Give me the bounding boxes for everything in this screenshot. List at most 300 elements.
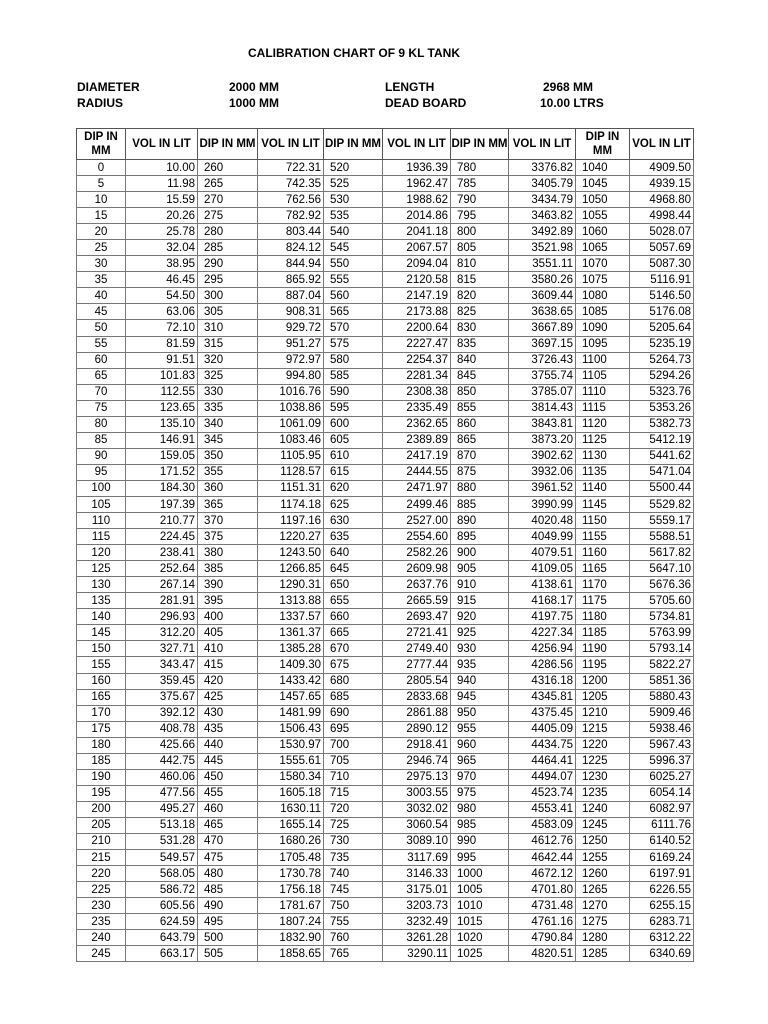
volume-cell: 3203.73	[383, 898, 451, 914]
dip-cell: 1185	[576, 625, 630, 641]
dip-cell: 1080	[576, 288, 630, 304]
dip-cell: 1140	[576, 480, 630, 496]
dip-cell: 450	[198, 769, 258, 785]
table-row	[77, 673, 694, 689]
volume-cell: 2805.54	[383, 673, 451, 689]
dip-cell: 605	[324, 432, 383, 448]
volume-cell: 2281.34	[383, 368, 451, 384]
volume-cell: 3405.79	[509, 176, 576, 192]
dip-cell: 930	[451, 641, 509, 657]
volume-cell: 2067.57	[383, 240, 451, 256]
volume-cell: 477.56	[126, 785, 198, 801]
table-row	[77, 657, 694, 673]
volume-cell: 4731.48	[509, 898, 576, 914]
table-row	[77, 817, 694, 833]
dip-cell: 85	[77, 432, 126, 448]
dip-cell: 1170	[576, 577, 630, 593]
dip-cell: 205	[77, 817, 126, 833]
dip-cell: 225	[77, 882, 126, 898]
volume-cell: 5588.51	[630, 529, 694, 545]
volume-cell: 2200.64	[383, 320, 451, 336]
volume-cell: 2147.19	[383, 288, 451, 304]
volume-cell: 2335.49	[383, 400, 451, 416]
volume-cell: 159.05	[126, 448, 198, 464]
dip-cell: 1100	[576, 352, 630, 368]
volume-cell: 643.79	[126, 930, 198, 946]
volume-cell: 1457.65	[258, 689, 324, 705]
length-label: LENGTH	[385, 80, 435, 94]
table-row	[77, 352, 694, 368]
volume-cell: 6255.15	[630, 898, 694, 914]
volume-cell: 3089.10	[383, 833, 451, 849]
volume-cell: 4405.09	[509, 721, 576, 737]
dip-cell: 735	[324, 850, 383, 866]
table-row	[77, 561, 694, 577]
dip-cell: 15	[77, 208, 126, 224]
volume-cell: 6054.14	[630, 785, 694, 801]
volume-cell: 1481.99	[258, 705, 324, 721]
volume-cell: 1781.67	[258, 898, 324, 914]
dip-cell: 315	[198, 336, 258, 352]
table-row	[77, 801, 694, 817]
volume-cell: 4553.41	[509, 801, 576, 817]
dip-cell: 1050	[576, 192, 630, 208]
dip-cell: 435	[198, 721, 258, 737]
dip-cell: 880	[451, 480, 509, 496]
volume-cell: 3843.81	[509, 416, 576, 432]
volume-cell: 4790.84	[509, 930, 576, 946]
dip-cell: 535	[324, 208, 383, 224]
volume-cell: 2582.26	[383, 545, 451, 561]
dip-cell: 110	[77, 513, 126, 529]
volume-cell: 1832.90	[258, 930, 324, 946]
volume-cell: 844.94	[258, 256, 324, 272]
volume-cell: 2254.37	[383, 352, 451, 368]
table-row	[77, 529, 694, 545]
dip-cell: 1040	[576, 160, 630, 176]
volume-cell: 296.93	[126, 609, 198, 625]
volume-cell: 972.97	[258, 352, 324, 368]
volume-cell: 5529.82	[630, 496, 694, 512]
volume-cell: 4583.09	[509, 817, 576, 833]
dip-cell: 660	[324, 609, 383, 625]
volume-cell: 2173.88	[383, 304, 451, 320]
table-row	[77, 850, 694, 866]
dip-cell: 640	[324, 545, 383, 561]
volume-cell: 6025.27	[630, 769, 694, 785]
volume-cell: 1174.18	[258, 496, 324, 512]
column-header: VOL IN LIT	[630, 129, 694, 160]
volume-cell: 4020.48	[509, 513, 576, 529]
dip-cell: 710	[324, 769, 383, 785]
dip-cell: 875	[451, 464, 509, 480]
calibration-table	[76, 128, 694, 962]
dip-cell: 50	[77, 320, 126, 336]
column-header: DIP IN MM	[576, 129, 630, 160]
volume-cell: 4761.16	[509, 914, 576, 930]
volume-cell: 197.39	[126, 496, 198, 512]
table-row	[77, 513, 694, 529]
dip-cell: 35	[77, 272, 126, 288]
volume-cell: 3003.55	[383, 785, 451, 801]
volume-cell: 281.91	[126, 593, 198, 609]
dip-cell: 705	[324, 753, 383, 769]
volume-cell: 1128.57	[258, 464, 324, 480]
volume-cell: 3667.89	[509, 320, 576, 336]
volume-cell: 5734.81	[630, 609, 694, 625]
volume-cell: 442.75	[126, 753, 198, 769]
dip-cell: 300	[198, 288, 258, 304]
dip-cell: 320	[198, 352, 258, 368]
column-header: VOL IN LIT	[383, 129, 451, 160]
dip-cell: 845	[451, 368, 509, 384]
volume-cell: 3814.43	[509, 400, 576, 416]
volume-cell: 5880.43	[630, 689, 694, 705]
dip-cell: 920	[451, 609, 509, 625]
dip-cell: 400	[198, 609, 258, 625]
dip-cell: 1245	[576, 817, 630, 833]
volume-cell: 1506.43	[258, 721, 324, 737]
dip-cell: 360	[198, 480, 258, 496]
volume-cell: 1083.46	[258, 432, 324, 448]
volume-cell: 210.77	[126, 513, 198, 529]
volume-cell: 2693.47	[383, 609, 451, 625]
table-row	[77, 946, 694, 962]
volume-cell: 4256.94	[509, 641, 576, 657]
volume-cell: 1580.34	[258, 769, 324, 785]
dip-cell: 410	[198, 641, 258, 657]
table-row	[77, 304, 694, 320]
dead-board-value: 10.00 LTRS	[540, 96, 604, 110]
table-row	[77, 930, 694, 946]
chart-title: CALIBRATION CHART OF 9 KL TANK	[248, 46, 460, 60]
dip-cell: 795	[451, 208, 509, 224]
volume-cell: 1756.18	[258, 882, 324, 898]
volume-cell: 1243.50	[258, 545, 324, 561]
volume-cell: 2120.58	[383, 272, 451, 288]
dip-cell: 1160	[576, 545, 630, 561]
dip-cell: 270	[198, 192, 258, 208]
volume-cell: 2499.46	[383, 496, 451, 512]
volume-cell: 460.06	[126, 769, 198, 785]
volume-cell: 1630.11	[258, 801, 324, 817]
dip-cell: 155	[77, 657, 126, 673]
dip-cell: 525	[324, 176, 383, 192]
volume-cell: 4345.81	[509, 689, 576, 705]
volume-cell: 5353.26	[630, 400, 694, 416]
dip-cell: 75	[77, 400, 126, 416]
dip-cell: 70	[77, 384, 126, 400]
volume-cell: 1105.95	[258, 448, 324, 464]
dip-cell: 975	[451, 785, 509, 801]
table-row	[77, 368, 694, 384]
dip-cell: 1265	[576, 882, 630, 898]
volume-cell: 4909.50	[630, 160, 694, 176]
dip-cell: 170	[77, 705, 126, 721]
dip-cell: 965	[451, 753, 509, 769]
dip-cell: 1220	[576, 737, 630, 753]
volume-cell: 425.66	[126, 737, 198, 753]
dip-cell: 420	[198, 673, 258, 689]
dip-cell: 10	[77, 192, 126, 208]
dip-cell: 480	[198, 866, 258, 882]
volume-cell: 3521.98	[509, 240, 576, 256]
volume-cell: 408.78	[126, 721, 198, 737]
volume-cell: 1266.85	[258, 561, 324, 577]
dip-cell: 855	[451, 400, 509, 416]
dip-cell: 1090	[576, 320, 630, 336]
dip-cell: 765	[324, 946, 383, 962]
volume-cell: 4079.51	[509, 545, 576, 561]
table-row	[77, 160, 694, 176]
dip-cell: 215	[77, 850, 126, 866]
dip-cell: 835	[451, 336, 509, 352]
dip-cell: 345	[198, 432, 258, 448]
dip-cell: 1285	[576, 946, 630, 962]
volume-cell: 91.51	[126, 352, 198, 368]
dip-cell: 1075	[576, 272, 630, 288]
dip-cell: 475	[198, 850, 258, 866]
volume-cell: 3376.82	[509, 160, 576, 176]
dip-cell: 505	[198, 946, 258, 962]
volume-cell: 824.12	[258, 240, 324, 256]
dip-cell: 1190	[576, 641, 630, 657]
volume-cell: 5205.64	[630, 320, 694, 336]
dip-cell: 570	[324, 320, 383, 336]
volume-cell: 5235.19	[630, 336, 694, 352]
volume-cell: 624.59	[126, 914, 198, 930]
dip-cell: 995	[451, 850, 509, 866]
dip-cell: 495	[198, 914, 258, 930]
dip-cell: 0	[77, 160, 126, 176]
dip-cell: 575	[324, 336, 383, 352]
volume-cell: 5647.10	[630, 561, 694, 577]
volume-cell: 3232.49	[383, 914, 451, 930]
volume-cell: 32.04	[126, 240, 198, 256]
dip-cell: 760	[324, 930, 383, 946]
volume-cell: 5382.73	[630, 416, 694, 432]
volume-cell: 2946.74	[383, 753, 451, 769]
volume-cell: 5967.43	[630, 737, 694, 753]
table-row	[77, 240, 694, 256]
table-row	[77, 769, 694, 785]
dip-cell: 240	[77, 930, 126, 946]
dip-cell: 365	[198, 496, 258, 512]
dip-cell: 1195	[576, 657, 630, 673]
volume-cell: 1290.31	[258, 577, 324, 593]
dip-cell: 100	[77, 480, 126, 496]
dip-cell: 1145	[576, 496, 630, 512]
dip-cell: 175	[77, 721, 126, 737]
volume-cell: 6226.55	[630, 882, 694, 898]
volume-cell: 951.27	[258, 336, 324, 352]
volume-cell: 5705.60	[630, 593, 694, 609]
volume-cell: 146.91	[126, 432, 198, 448]
volume-cell: 6312.22	[630, 930, 694, 946]
dip-cell: 375	[198, 529, 258, 545]
dip-cell: 1120	[576, 416, 630, 432]
dip-cell: 235	[77, 914, 126, 930]
volume-cell: 5559.17	[630, 513, 694, 529]
volume-cell: 1337.57	[258, 609, 324, 625]
volume-cell: 1605.18	[258, 785, 324, 801]
volume-cell: 1409.30	[258, 657, 324, 673]
dip-cell: 690	[324, 705, 383, 721]
dip-cell: 1060	[576, 224, 630, 240]
volume-cell: 4672.12	[509, 866, 576, 882]
dip-cell: 395	[198, 593, 258, 609]
dip-cell: 915	[451, 593, 509, 609]
volume-cell: 1038.86	[258, 400, 324, 416]
dip-cell: 115	[77, 529, 126, 545]
table-row	[77, 432, 694, 448]
volume-cell: 2777.44	[383, 657, 451, 673]
table-row	[77, 753, 694, 769]
volume-cell: 327.71	[126, 641, 198, 657]
table-row	[77, 384, 694, 400]
volume-cell: 1220.27	[258, 529, 324, 545]
volume-cell: 6169.24	[630, 850, 694, 866]
volume-cell: 2833.68	[383, 689, 451, 705]
dip-cell: 1070	[576, 256, 630, 272]
dip-cell: 230	[77, 898, 126, 914]
dip-cell: 105	[77, 496, 126, 512]
volume-cell: 1858.65	[258, 946, 324, 962]
dip-cell: 830	[451, 320, 509, 336]
volume-cell: 2890.12	[383, 721, 451, 737]
dip-cell: 895	[451, 529, 509, 545]
dip-cell: 1125	[576, 432, 630, 448]
volume-cell: 2975.13	[383, 769, 451, 785]
dip-cell: 1205	[576, 689, 630, 705]
volume-cell: 803.44	[258, 224, 324, 240]
dip-cell: 555	[324, 272, 383, 288]
volume-cell: 5909.46	[630, 705, 694, 721]
dip-cell: 715	[324, 785, 383, 801]
volume-cell: 865.92	[258, 272, 324, 288]
volume-cell: 762.56	[258, 192, 324, 208]
dip-cell: 65	[77, 368, 126, 384]
volume-cell: 5087.30	[630, 256, 694, 272]
volume-cell: 3785.07	[509, 384, 576, 400]
dip-cell: 135	[77, 593, 126, 609]
volume-cell: 1988.62	[383, 192, 451, 208]
table-row	[77, 448, 694, 464]
dip-cell: 45	[77, 304, 126, 320]
dip-cell: 540	[324, 224, 383, 240]
volume-cell: 267.14	[126, 577, 198, 593]
volume-cell: 3755.74	[509, 368, 576, 384]
volume-cell: 4049.99	[509, 529, 576, 545]
volume-cell: 4138.61	[509, 577, 576, 593]
table-row	[77, 737, 694, 753]
dip-cell: 1165	[576, 561, 630, 577]
table-row	[77, 898, 694, 914]
dip-cell: 890	[451, 513, 509, 529]
dip-cell: 870	[451, 448, 509, 464]
volume-cell: 3580.26	[509, 272, 576, 288]
dip-cell: 935	[451, 657, 509, 673]
dip-cell: 1010	[451, 898, 509, 914]
volume-cell: 224.45	[126, 529, 198, 545]
volume-cell: 1151.31	[258, 480, 324, 496]
volume-cell: 2637.76	[383, 577, 451, 593]
volume-cell: 5763.99	[630, 625, 694, 641]
dip-cell: 1015	[451, 914, 509, 930]
volume-cell: 495.27	[126, 801, 198, 817]
column-header: VOL IN LIT	[126, 129, 198, 160]
volume-cell: 3032.02	[383, 801, 451, 817]
volume-cell: 2918.41	[383, 737, 451, 753]
dip-cell: 655	[324, 593, 383, 609]
volume-cell: 101.83	[126, 368, 198, 384]
dip-cell: 55	[77, 336, 126, 352]
dip-cell: 1235	[576, 785, 630, 801]
dip-cell: 210	[77, 833, 126, 849]
dip-cell: 405	[198, 625, 258, 641]
volume-cell: 5500.44	[630, 480, 694, 496]
column-header: DIP IN MM	[324, 129, 383, 160]
table-row	[77, 288, 694, 304]
dip-cell: 95	[77, 464, 126, 480]
dip-cell: 1210	[576, 705, 630, 721]
volume-cell: 171.52	[126, 464, 198, 480]
table-row	[77, 416, 694, 432]
dip-cell: 750	[324, 898, 383, 914]
dip-cell: 1180	[576, 609, 630, 625]
dip-cell: 25	[77, 240, 126, 256]
dip-cell: 1215	[576, 721, 630, 737]
volume-cell: 359.45	[126, 673, 198, 689]
dip-cell: 1260	[576, 866, 630, 882]
volume-cell: 3638.65	[509, 304, 576, 320]
dip-cell: 950	[451, 705, 509, 721]
table-row	[77, 208, 694, 224]
volume-cell: 908.31	[258, 304, 324, 320]
dip-cell: 900	[451, 545, 509, 561]
table-row	[77, 593, 694, 609]
volume-cell: 2861.88	[383, 705, 451, 721]
column-header: DIP IN MM	[77, 129, 126, 160]
dip-cell: 180	[77, 737, 126, 753]
volume-cell: 2749.40	[383, 641, 451, 657]
volume-cell: 15.59	[126, 192, 198, 208]
dip-cell: 925	[451, 625, 509, 641]
volume-cell: 1385.28	[258, 641, 324, 657]
dip-cell: 600	[324, 416, 383, 432]
dip-cell: 740	[324, 866, 383, 882]
volume-cell: 3726.43	[509, 352, 576, 368]
dip-cell: 445	[198, 753, 258, 769]
volume-cell: 38.95	[126, 256, 198, 272]
dip-cell: 550	[324, 256, 383, 272]
dip-cell: 1005	[451, 882, 509, 898]
dip-cell: 305	[198, 304, 258, 320]
volume-cell: 112.55	[126, 384, 198, 400]
volume-cell: 4316.18	[509, 673, 576, 689]
volume-cell: 6140.52	[630, 833, 694, 849]
dip-cell: 340	[198, 416, 258, 432]
column-header: VOL IN LIT	[258, 129, 324, 160]
dip-cell: 885	[451, 496, 509, 512]
dip-cell: 1130	[576, 448, 630, 464]
dip-cell: 275	[198, 208, 258, 224]
dip-cell: 530	[324, 192, 383, 208]
dip-cell: 905	[451, 561, 509, 577]
volume-cell: 5146.50	[630, 288, 694, 304]
volume-cell: 531.28	[126, 833, 198, 849]
dip-cell: 815	[451, 272, 509, 288]
